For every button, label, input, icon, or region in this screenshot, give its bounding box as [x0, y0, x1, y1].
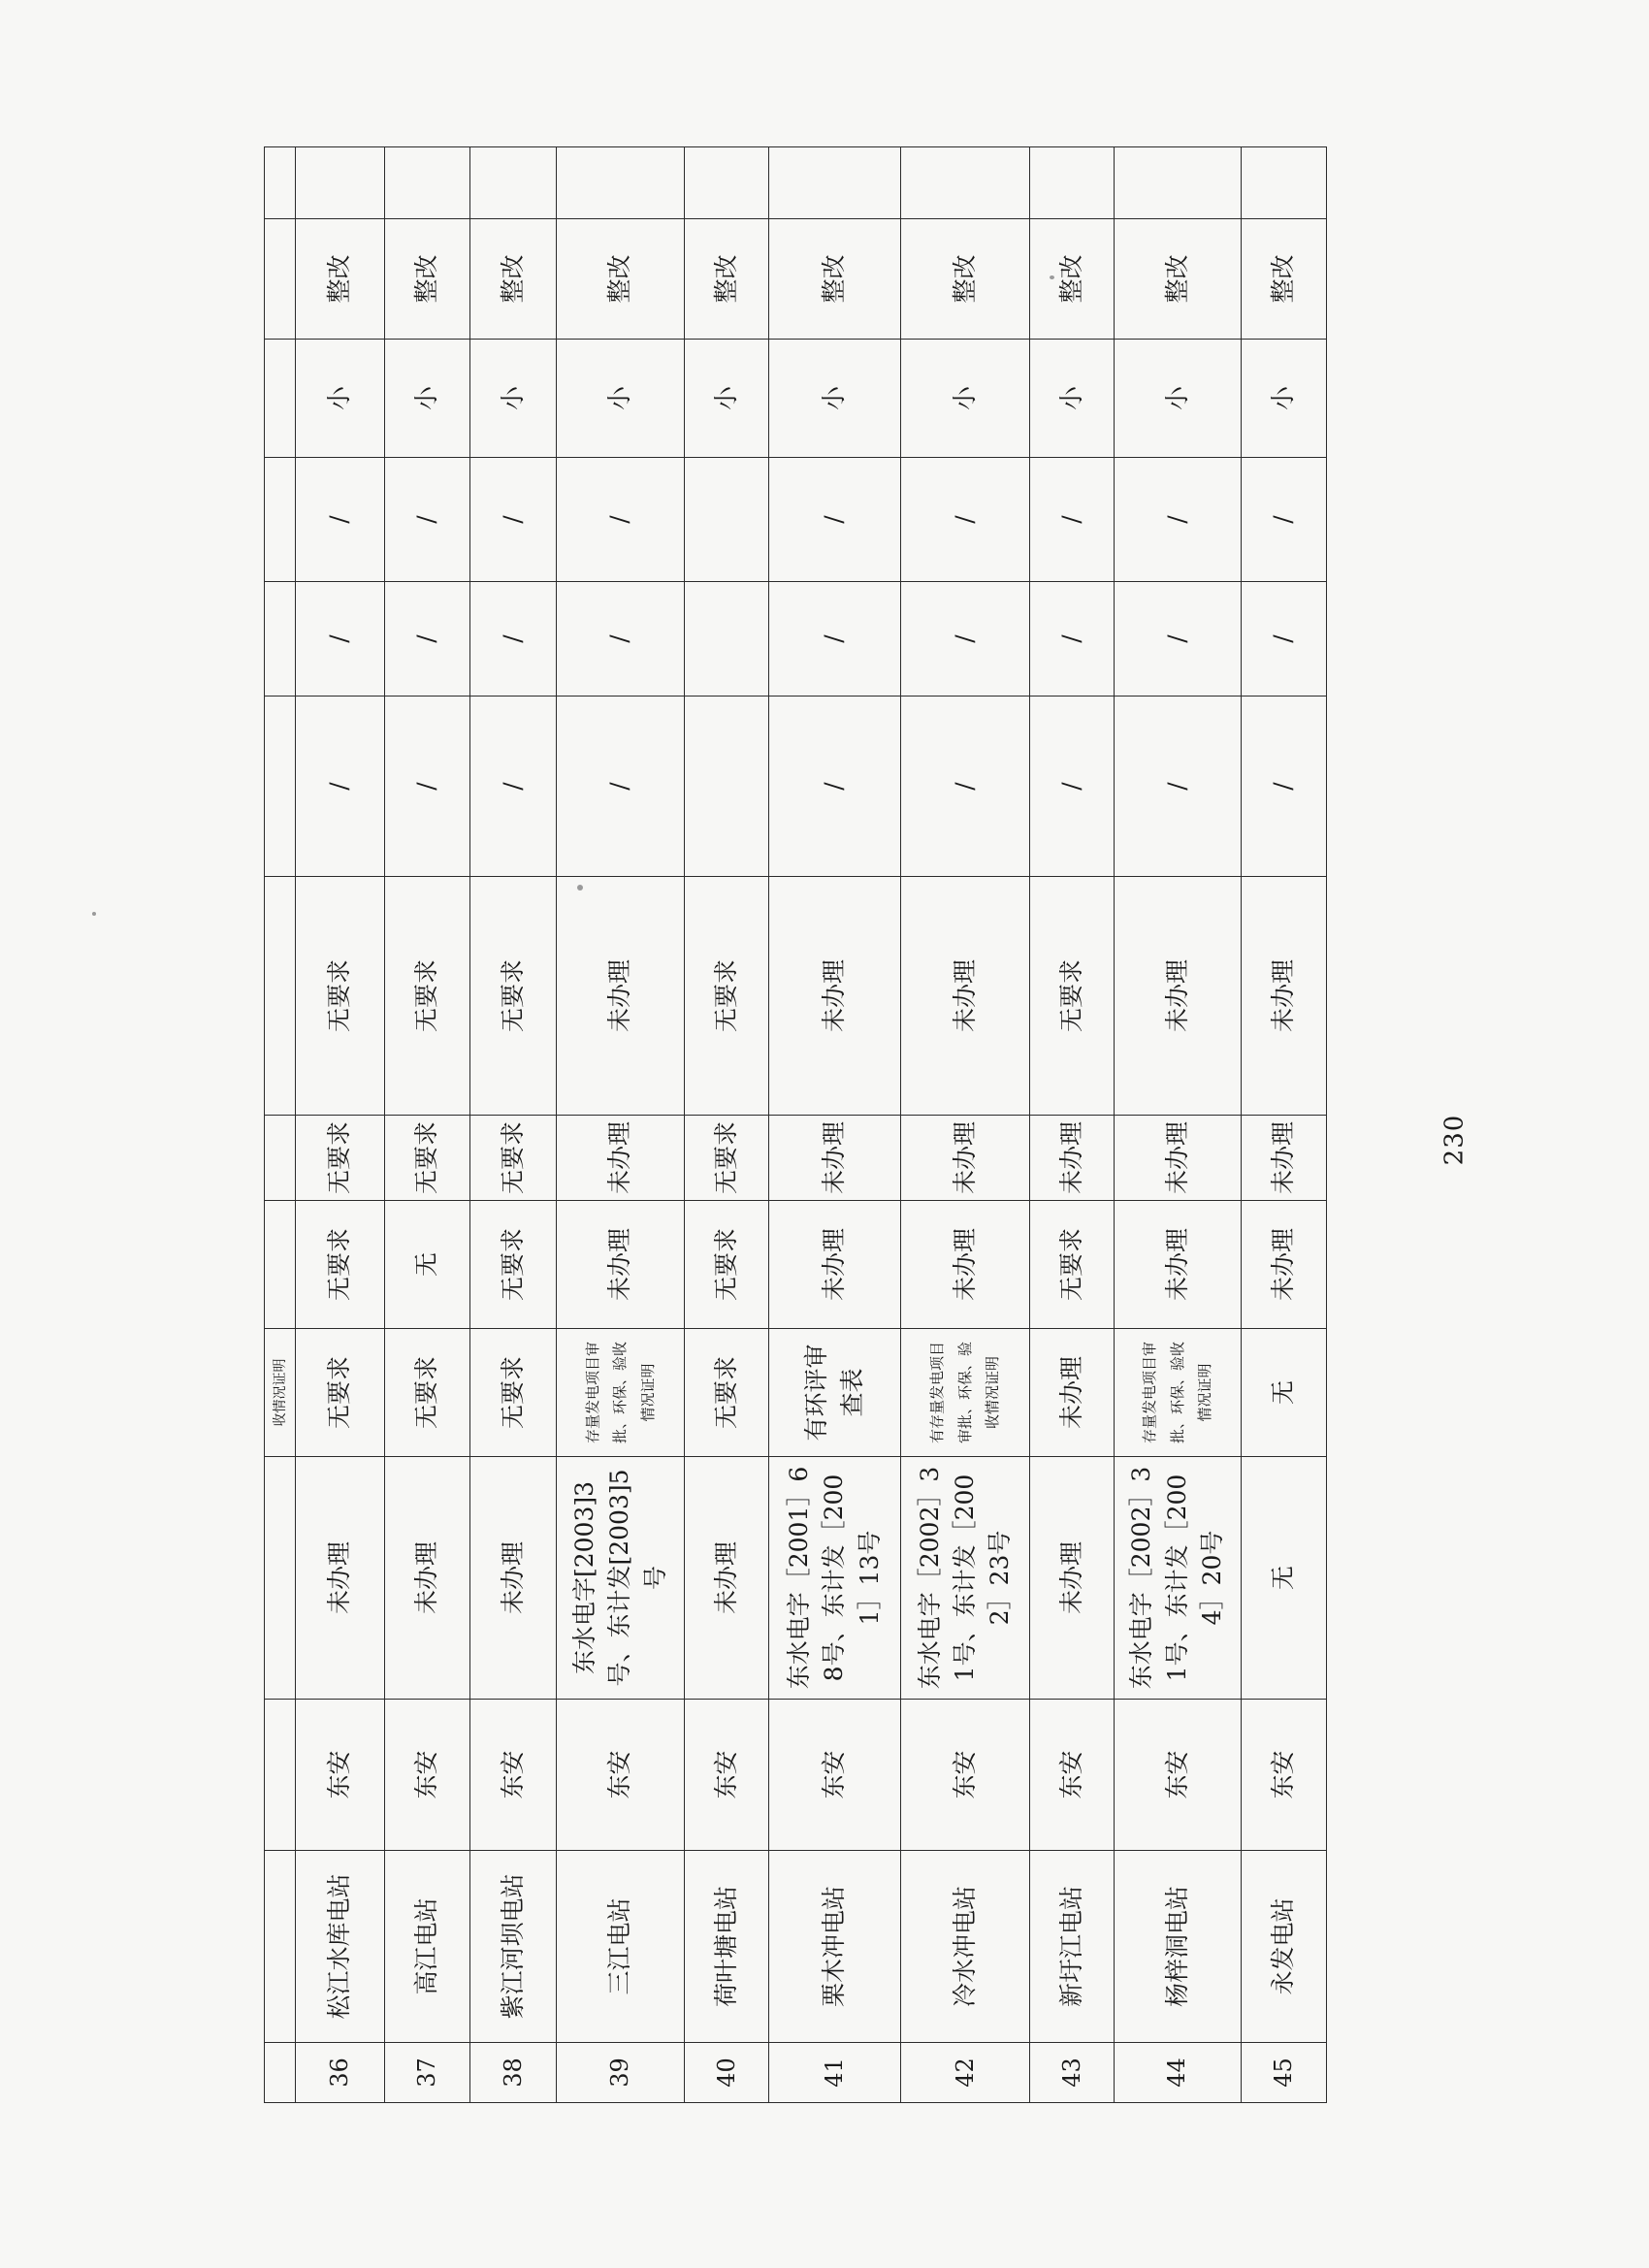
hydropower-station-table — [264, 146, 1327, 2103]
approval-document: 未办理 — [1029, 1457, 1114, 1700]
col-10: / — [901, 582, 1030, 697]
col-10: / — [1241, 582, 1326, 697]
action: 整改 — [296, 219, 384, 340]
action: 整改 — [1115, 219, 1242, 340]
acceptance-status: 无要求 — [1029, 1201, 1114, 1329]
eia-status: 无要求 — [384, 1329, 469, 1457]
approval-document: 东水电字［2001］68号、东计发［2001］13号 — [769, 1457, 901, 1700]
county: 东安 — [384, 1700, 469, 1851]
acceptance-status: 未办理 — [557, 1201, 685, 1329]
approval-document: 未办理 — [684, 1457, 768, 1700]
eia-status: 未办理 — [1029, 1329, 1114, 1457]
county: 东安 — [296, 1700, 384, 1851]
acceptance-status: 无要求 — [296, 1201, 384, 1329]
row-number: 40 — [684, 2043, 768, 2103]
county: 东安 — [1115, 1700, 1242, 1851]
col-11: / — [469, 458, 556, 582]
water-permit-status: 未办理 — [901, 877, 1030, 1116]
col-10: / — [469, 582, 556, 697]
approval-document: 东水电字[2003]3号、东计发[2003]5号 — [557, 1457, 685, 1700]
header-continuation-row — [265, 147, 296, 2103]
permit-status: 无要求 — [384, 1116, 469, 1201]
remark — [901, 147, 1030, 219]
acceptance-status: 未办理 — [1115, 1201, 1242, 1329]
eia-status: 无要求 — [684, 1329, 768, 1457]
remark — [1029, 147, 1114, 219]
action: 整改 — [469, 219, 556, 340]
col-10: / — [1115, 582, 1242, 697]
water-permit-status: 无要求 — [296, 877, 384, 1116]
eia-status: 存量发电项目审批、环保、验收情况证明 — [557, 1329, 685, 1457]
table-row — [384, 147, 469, 2103]
remark — [769, 147, 901, 219]
county: 东安 — [684, 1700, 768, 1851]
eia-status: 无要求 — [469, 1329, 556, 1457]
water-permit-status: 无要求 — [384, 877, 469, 1116]
scale: 小 — [684, 340, 768, 458]
water-permit-status: 未办理 — [1241, 877, 1326, 1116]
action: 整改 — [557, 219, 685, 340]
permit-status: 未办理 — [769, 1116, 901, 1201]
col-11: / — [384, 458, 469, 582]
acceptance-status: 未办理 — [901, 1201, 1030, 1329]
col-11: / — [557, 458, 685, 582]
table-row — [901, 147, 1030, 2103]
table-row — [469, 147, 556, 2103]
table-row — [1241, 147, 1326, 2103]
action: 整改 — [684, 219, 768, 340]
row-number: 38 — [469, 2043, 556, 2103]
col-10: / — [1029, 582, 1114, 697]
permit-status: 无要求 — [469, 1116, 556, 1201]
scale: 小 — [1029, 340, 1114, 458]
county: 东安 — [901, 1700, 1030, 1851]
remark — [684, 147, 768, 219]
station-name: 新圩江电站 — [1029, 1851, 1114, 2043]
remark — [384, 147, 469, 219]
col-11: / — [1029, 458, 1114, 582]
table-row — [1115, 147, 1242, 2103]
county: 东安 — [1241, 1700, 1326, 1851]
action: 整改 — [1029, 219, 1114, 340]
col-9: / — [469, 697, 556, 877]
approval-document: 未办理 — [384, 1457, 469, 1700]
scale: 小 — [1241, 340, 1326, 458]
station-name: 三江电站 — [557, 1851, 685, 2043]
county: 东安 — [1029, 1700, 1114, 1851]
col-11: / — [1115, 458, 1242, 582]
action: 整改 — [1241, 219, 1326, 340]
station-name: 荷叶塘电站 — [684, 1851, 768, 2043]
acceptance-status: 无要求 — [684, 1201, 768, 1329]
eia-status: 无要求 — [296, 1329, 384, 1457]
remark — [296, 147, 384, 219]
station-name: 冷水冲电站 — [901, 1851, 1030, 2043]
water-permit-status: 无要求 — [684, 877, 768, 1116]
col-11: / — [769, 458, 901, 582]
row-number: 43 — [1029, 2043, 1114, 2103]
approval-document: 东水电字［2002］31号、东计发［2004］20号 — [1115, 1457, 1242, 1700]
eia-status: 无 — [1241, 1329, 1326, 1457]
eia-status: 有存量发电项目审批、环保、验收情况证明 — [901, 1329, 1030, 1457]
rotated-table-sheet — [264, 225, 1327, 2103]
permit-status: 无要求 — [684, 1116, 768, 1201]
station-name: 栗木冲电站 — [769, 1851, 901, 2043]
row-number: 36 — [296, 2043, 384, 2103]
row-number: 44 — [1115, 2043, 1242, 2103]
station-name: 松江水库电站 — [296, 1851, 384, 2043]
acceptance-status: 无要求 — [469, 1201, 556, 1329]
col-11: / — [901, 458, 1030, 582]
water-permit-status: 未办理 — [769, 877, 901, 1116]
water-permit-status: 无要求 — [469, 877, 556, 1116]
county: 东安 — [557, 1700, 685, 1851]
row-number: 42 — [901, 2043, 1030, 2103]
eia-status: 有环评审查表 — [769, 1329, 901, 1457]
water-permit-status: 未办理 — [1115, 877, 1242, 1116]
water-permit-status: 无要求 — [1029, 877, 1114, 1116]
acceptance-status: 未办理 — [1241, 1201, 1326, 1329]
approval-document: 未办理 — [296, 1457, 384, 1700]
permit-status: 未办理 — [557, 1116, 685, 1201]
col-9: / — [1241, 697, 1326, 877]
action: 整改 — [901, 219, 1030, 340]
remark — [557, 147, 685, 219]
permit-status: 未办理 — [901, 1116, 1030, 1201]
row-number: 41 — [769, 2043, 901, 2103]
col-9: / — [384, 697, 469, 877]
remark — [1115, 147, 1242, 219]
remark — [469, 147, 556, 219]
col-9: / — [1029, 697, 1114, 877]
eia-status: 存量发电项目审批、环保、验收情况证明 — [1115, 1329, 1242, 1457]
permit-status: 无要求 — [296, 1116, 384, 1201]
col-11 — [684, 458, 768, 582]
county: 东安 — [769, 1700, 901, 1851]
page-number: 230 — [1439, 1114, 1470, 1166]
action: 整改 — [769, 219, 901, 340]
scale: 小 — [296, 340, 384, 458]
col-10 — [684, 582, 768, 697]
header-note: 收情况证明 — [265, 1329, 296, 1457]
col-11: / — [1241, 458, 1326, 582]
remark — [1241, 147, 1326, 219]
acceptance-status: 无 — [384, 1201, 469, 1329]
col-10: / — [384, 582, 469, 697]
col-11: / — [296, 458, 384, 582]
scale: 小 — [384, 340, 469, 458]
row-number: 39 — [557, 2043, 685, 2103]
table-row — [557, 147, 685, 2103]
col-9: / — [1115, 697, 1242, 877]
scale: 小 — [557, 340, 685, 458]
approval-document: 未办理 — [469, 1457, 556, 1700]
table-row — [769, 147, 901, 2103]
scale: 小 — [469, 340, 556, 458]
approval-document: 东水电字［2002］31号、东计发［2002］23号 — [901, 1457, 1030, 1700]
station-name: 永发电站 — [1241, 1851, 1326, 2043]
county: 东安 — [469, 1700, 556, 1851]
col-9: / — [296, 697, 384, 877]
table-row — [296, 147, 384, 2103]
row-number: 37 — [384, 2043, 469, 2103]
col-9: / — [901, 697, 1030, 877]
approval-document: 无 — [1241, 1457, 1326, 1700]
col-9: / — [769, 697, 901, 877]
scale: 小 — [769, 340, 901, 458]
col-9 — [684, 697, 768, 877]
table-row — [1029, 147, 1114, 2103]
water-permit-status: 未办理 — [557, 877, 685, 1116]
permit-status: 未办理 — [1115, 1116, 1242, 1201]
scale: 小 — [1115, 340, 1242, 458]
permit-status: 未办理 — [1029, 1116, 1114, 1201]
acceptance-status: 未办理 — [769, 1201, 901, 1329]
permit-status: 未办理 — [1241, 1116, 1326, 1201]
col-9: / — [557, 697, 685, 877]
col-10: / — [769, 582, 901, 697]
col-10: / — [296, 582, 384, 697]
station-name: 高江电站 — [384, 1851, 469, 2043]
station-name: 杨梓洞电站 — [1115, 1851, 1242, 2043]
col-10: / — [557, 582, 685, 697]
scale: 小 — [901, 340, 1030, 458]
row-number: 45 — [1241, 2043, 1326, 2103]
action: 整改 — [384, 219, 469, 340]
table-row — [684, 147, 768, 2103]
station-name: 紫江河坝电站 — [469, 1851, 556, 2043]
